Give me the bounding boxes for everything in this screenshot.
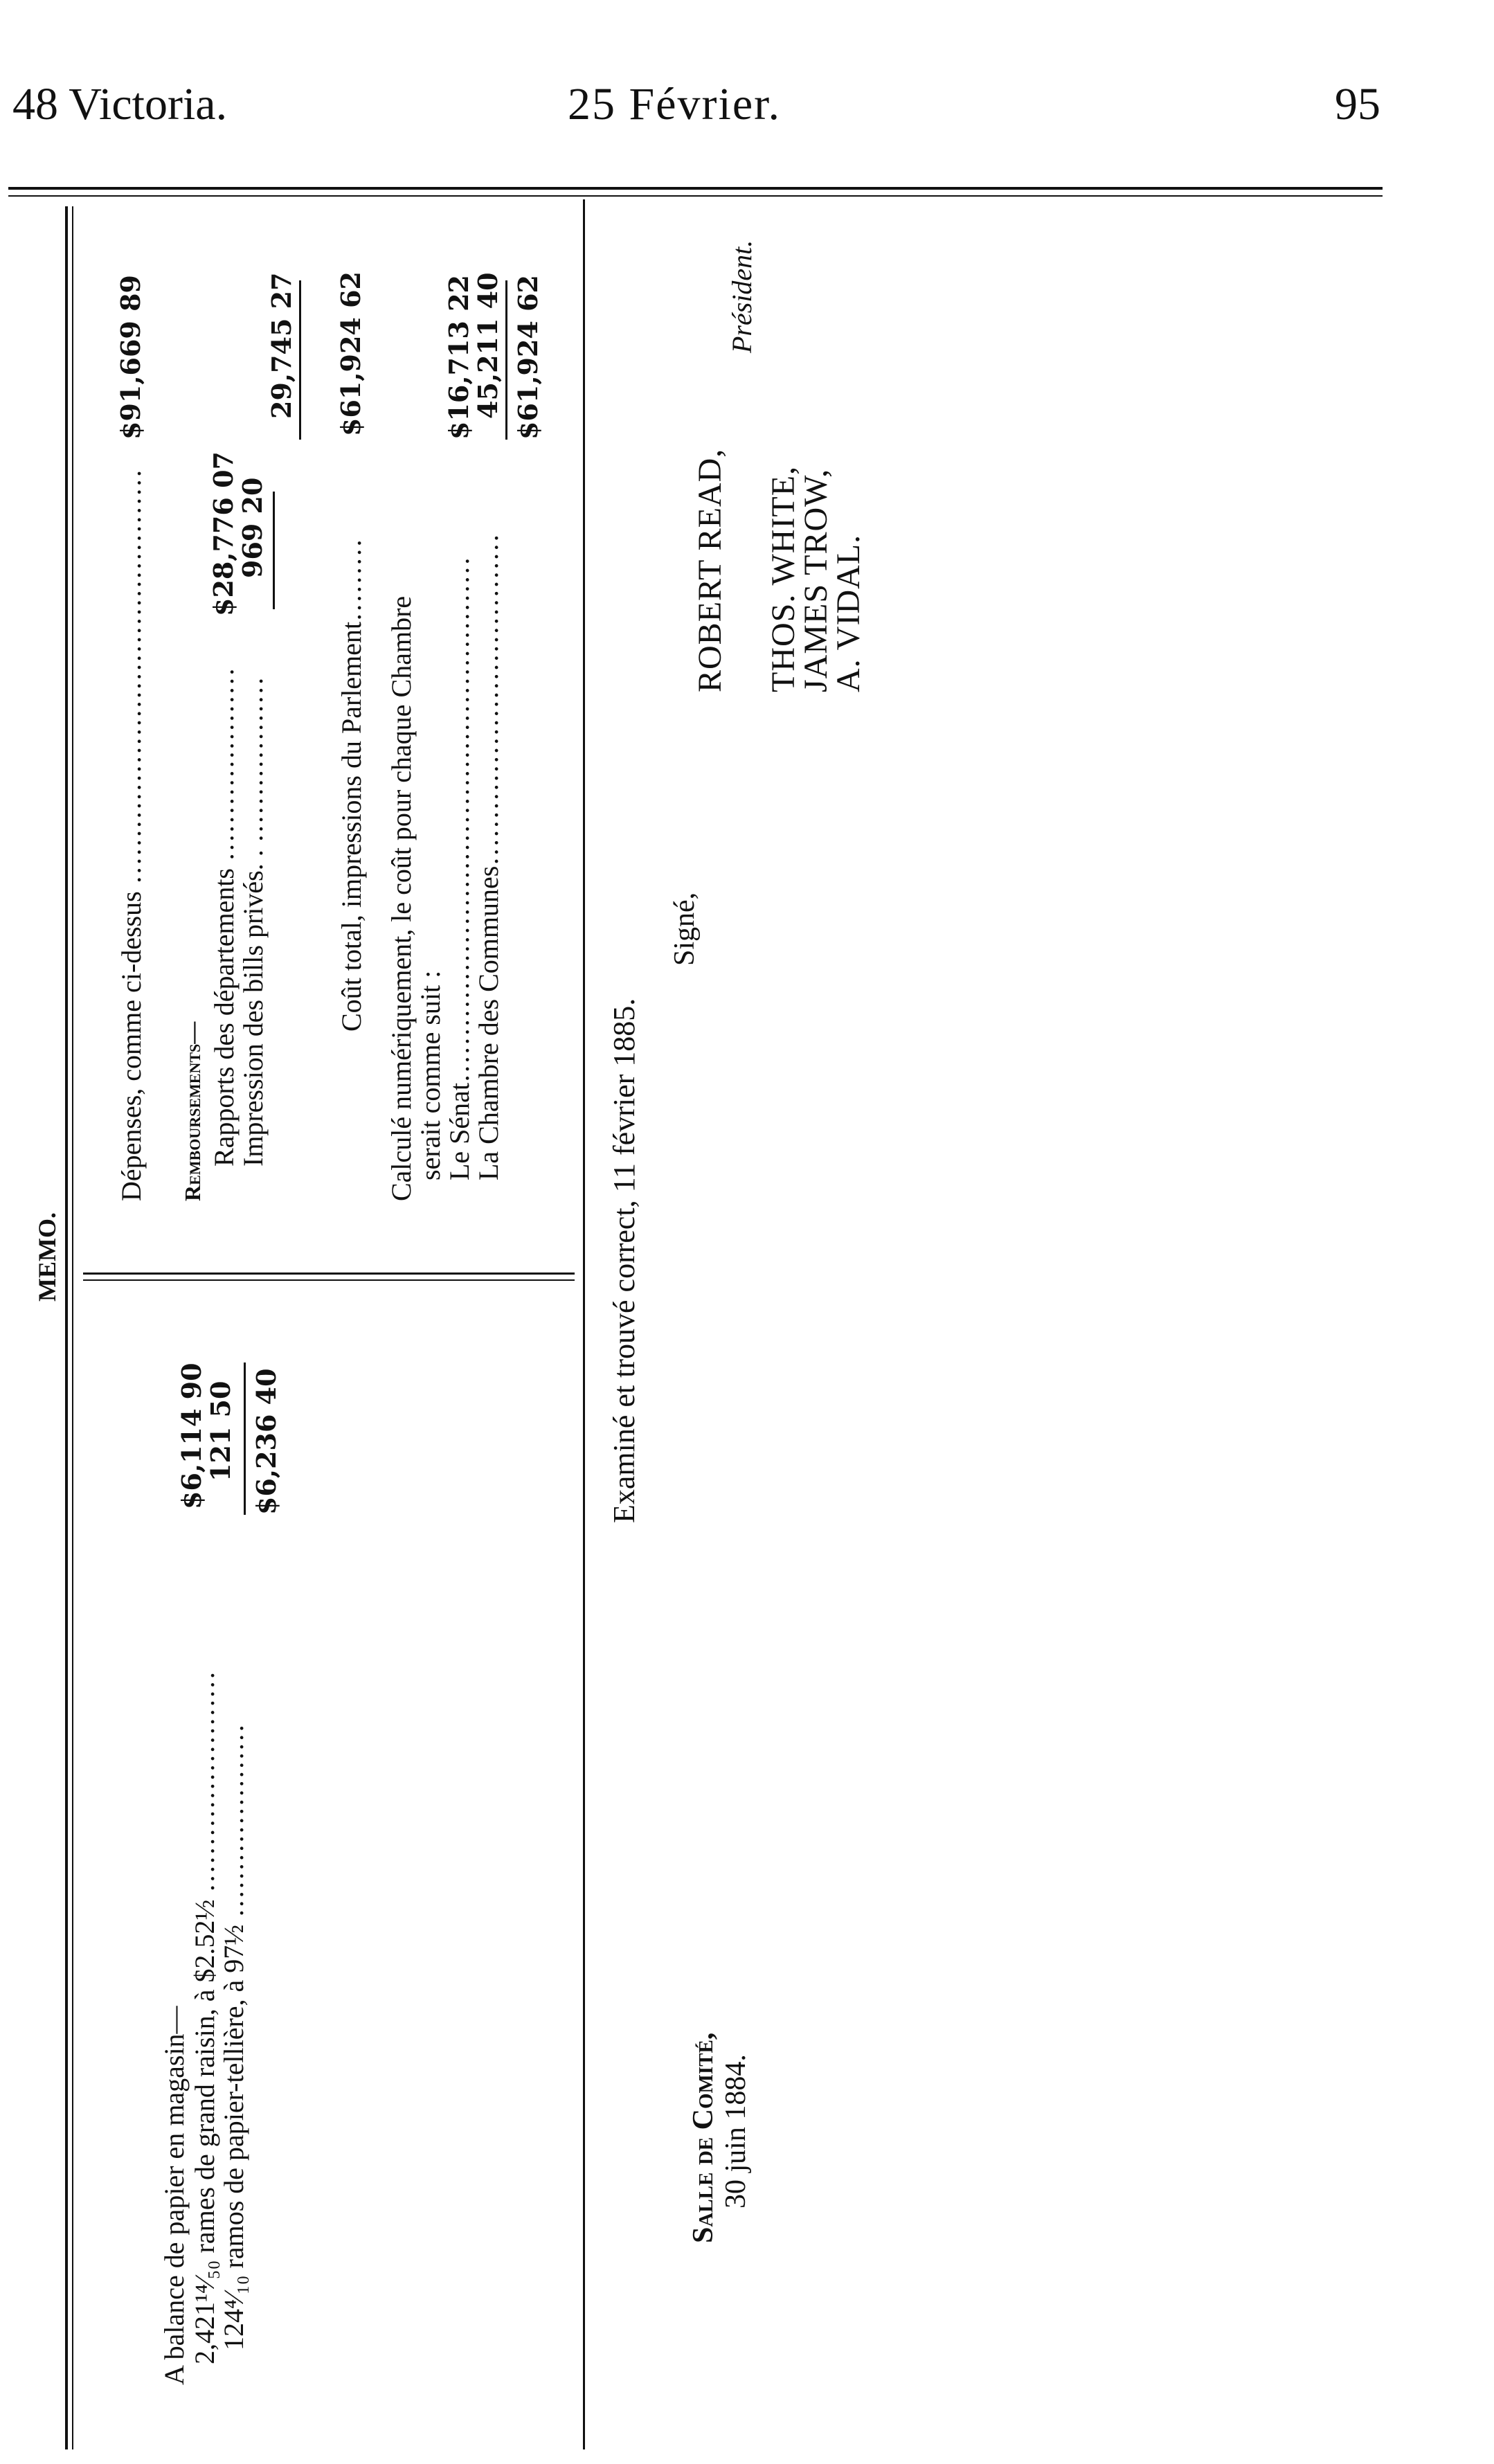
balance-value-papier-telliere: 121 50	[205, 1381, 236, 1482]
chambers-total: $61,924 62	[512, 275, 543, 440]
signatory-thos-white: THOS. WHITE,	[765, 465, 802, 692]
header-rule-bottom	[8, 195, 1383, 197]
reimb-total: 29,745 27	[266, 272, 297, 419]
signatory-robert-read: ROBERT READ,	[692, 448, 728, 692]
balance-line-grand-raisin: 2,421¹⁴⁄₅₀ rames de grand raisin, à $2.52½ ……………………	[189, 1671, 220, 2364]
calc-line-2: serait comme suit :	[415, 970, 446, 1180]
page-number: 95	[1335, 79, 1380, 129]
signed-label: Signé,	[669, 892, 701, 966]
reimb-departments-value: $28,776 07	[208, 451, 239, 616]
running-head-date: 25 Février.	[568, 79, 781, 129]
expenses-value: $91,669 89	[115, 275, 146, 440]
calc-line-1: Calculé numériquement, le coût pour chaque Chambre	[386, 595, 417, 1201]
subtotal-rule	[299, 280, 301, 440]
balance-heading: A balance de papier en magasin—	[159, 2006, 190, 2385]
commons-value: 45,211 40	[472, 272, 503, 419]
signatory-james-trow: JAMES TROW,	[798, 468, 834, 692]
reimb-departments-label: Rapports des départements …………………	[208, 667, 240, 1167]
committee-date: 30 juin 1884.	[720, 2054, 752, 2209]
senate-value: $16,713 22	[443, 275, 474, 440]
reimb-sum-rule	[273, 492, 275, 609]
examined-statement: Examiné et trouvé correct, 11 février 1885.	[607, 998, 641, 1523]
reimb-private-bills-value: 969 20	[237, 477, 268, 578]
memo-title: MEMO.	[33, 1212, 61, 1302]
committee-room: Salle de Comité,	[687, 2032, 719, 2243]
header-rule-top	[8, 187, 1383, 190]
total-cost-label: Coût total, impressions du Parlement………	[336, 538, 367, 1032]
balance-value-grand-raisin: $6,114 90	[176, 1363, 207, 1509]
reimbursements-heading: Remboursements—	[180, 1021, 205, 1201]
signatory-title-president: Président.	[726, 240, 757, 353]
commons-label: La Chambre des Communes………………………………	[473, 533, 504, 1180]
signatory-a-vidal: A. VIDAL.	[830, 534, 867, 692]
reimb-private-bills-label: Impression des bills privés. . ………………	[237, 676, 269, 1167]
expenses-label: Dépenses, comme ci-dessus ………………………………………	[116, 469, 147, 1201]
running-head-volume: 48 Victoria.	[12, 79, 228, 129]
total-cost-value: $61,924 62	[335, 271, 366, 436]
balance-sum-rule	[244, 1363, 246, 1515]
chambers-sum-rule	[505, 280, 507, 440]
senate-label: Le Sénat…………………………………………………	[444, 556, 475, 1180]
balance-total: $6,236 40	[251, 1368, 282, 1515]
balance-line-papier-telliere: 124⁴⁄₁₀ ramos de papier-tellière, à 97½ …………………	[218, 1723, 249, 2350]
